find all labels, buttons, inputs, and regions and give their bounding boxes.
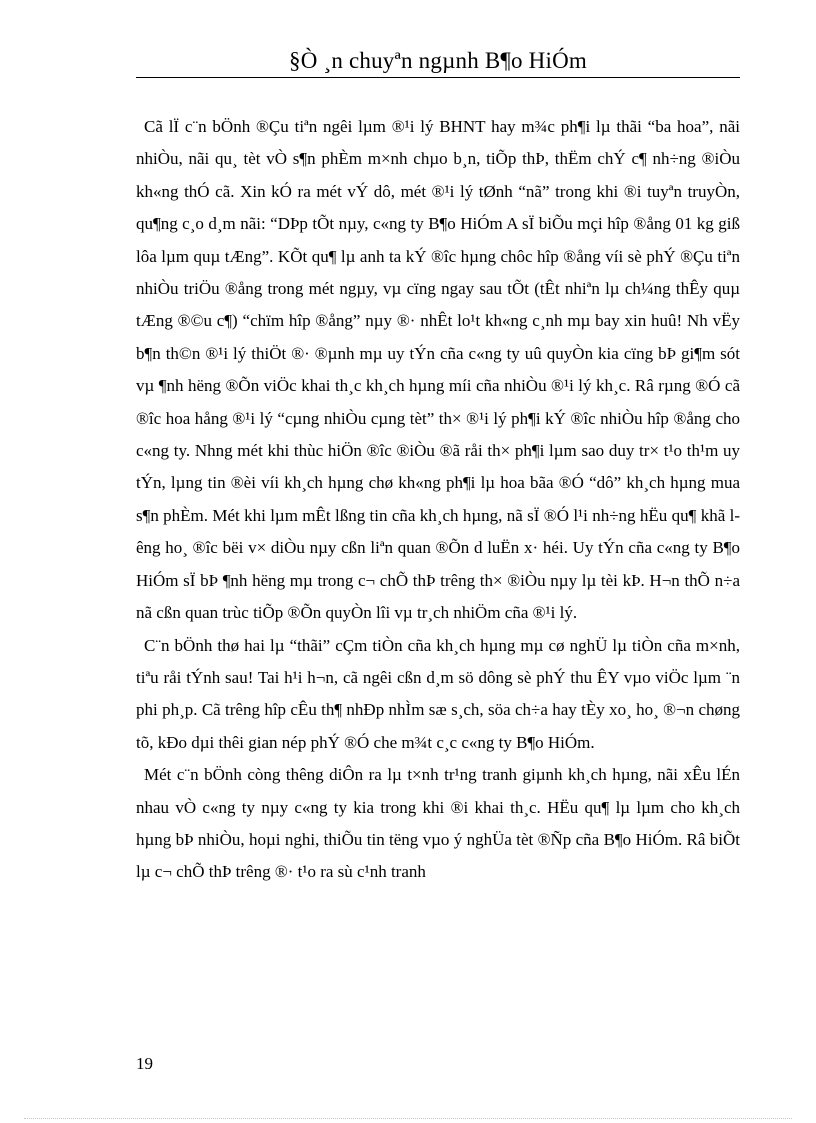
paragraph-1: Cã lÏ c¨n bÖnh ®Çu tiªn ngêi lµm ®¹i lý BHNT hay m¾c ph¶i lµ thãi “ba hoa”, nãi nhiÒu, nãi qu¸ tèt vÒ s¶n phÈm m×nh chµo b¸n, tiÕp thÞ, thËm chÝ c¶ nh÷ng ®iÒu kh«ng thÓ cã. Xin kÓ ra mét vÝ dô, mét ®¹i lý tØnh “nã” trong khi ®i tuyªn truyÒn, qu¶ng c¸o d¸m nãi: “DÞp tÕt nµy, c«ng ty B¶o HiÓm A sÏ biÕu mçi hîp ®ång 01 kg giß lôa lµm quµ tÆng”. KÕt qu¶ lµ anh ta kÝ ®îc hµng chôc hîp ®ång víi sè phÝ ®Çu tiªn nhiÒu triÖu ®ång trong mét ngµy, vµ cïng ngay sau tÕt (tÊt nhiªn lµ ch¼ng thÊy quµ tÆng ®©u c¶) “chïm hîp ®ång” nµy ®· nhÊt lo¹t kh«ng c¸nh mµ bay xin huû! Nh vËy b¶n th©n ®¹i lý thiÖt ®· ®µnh mµ uy tÝn cña c«ng ty uû quyÒn kia cïng bÞ gi¶m sót vµ ¶nh hëng ®Õn viÖc khai th¸c kh¸ch hµng míi cña nhiÒu ®¹i lý kh¸c. Râ rµng ®Ó cã ®îc hoa hång ®¹i lý “cµng nhiÒu cµng tèt” th× ®¹i lý ph¶i kÝ ®îc nhiÒu hîp ®ång cho c«ng ty. Nhng mét khi thùc hiÖn ®îc ®iÒu ®ã råi th× ph¶i lµm sao duy tr× t¹o th¹m uy tÝn, lµng tin ®èi víi kh¸ch hµng chø kh«ng ph¶i lµ hoa bãa ®Ó “dô” kh¸ch hµng mua s¶n phÈm. Mét khi lµm mÊt lßng tin cña kh¸ch hµng, nã sÏ ®Ó l¹i nh÷ng hËu qu¶ khã lêng ho¸ ®îc bëi v× diÒu nµy cßn liªn quan ®Õn d luËn x· héi. Uy tÝn cña c«ng ty B¶o HiÓm sÏ bÞ ¶nh hëng mµ trong c¬ chÕ thÞ trêng th× ®iÒu nµy lµ tèi kÞ. H¬n thÕ n÷a nã cßn quan trùc tiÕp ®Õn quyÒn lîi vµ tr¸ch nhiÖm cña ®¹i lý. [136,117,740,623]
paragraph-3: Mét c¨n bÖnh còng thêng diÔn ra lµ t×nh tr¹ng tranh giµnh kh¸ch hµng, nãi xÊu lÉn nhau vÒ c«ng ty nµy c«ng ty kia trong khi ®i khai th¸c. HËu qu¶ lµ lµm cho kh¸ch hµng bÞ nhiÒu, hoµi nghi, thiÕu tin tëng vµo ý nghÜa tèt ®Ñp cña B¶o HiÓm. Râ biÕt lµ c¬ chÕ thÞ trêng ®· t¹o ra sù c¹nh tranh [136,765,740,882]
page-bottom-divider [24,1118,792,1119]
paragraph-2: C¨n bÖnh thø hai lµ “thãi” cÇm tiÒn cña kh¸ch hµng mµ cø nghÜ lµ tiÒn cña m×nh, tiªu råi tÝnh sau! Tai h¹i h¬n, cã ngêi cßn d¸m sö dông sè phÝ thu ÊY vµo viÖc lµm ¨n phi ph¸p. Cã trêng hîp cÊu th¶ nhÐp nhÌm sæ s¸ch, söa ch÷a hay tÈy xo¸ ho¸ ®¬n chøng tõ, kÐo dµi thêi gian nép phÝ ®Ó che m¾t c¸c c«ng ty B¶o HiÓm. [136,635,740,752]
header-divider [136,77,740,78]
page-number: 19 [136,1054,153,1073]
document-body [136,111,740,889]
page-header-title: §Ò ¸n chuyªn ngµnh B¶o HiÓm [289,48,587,73]
